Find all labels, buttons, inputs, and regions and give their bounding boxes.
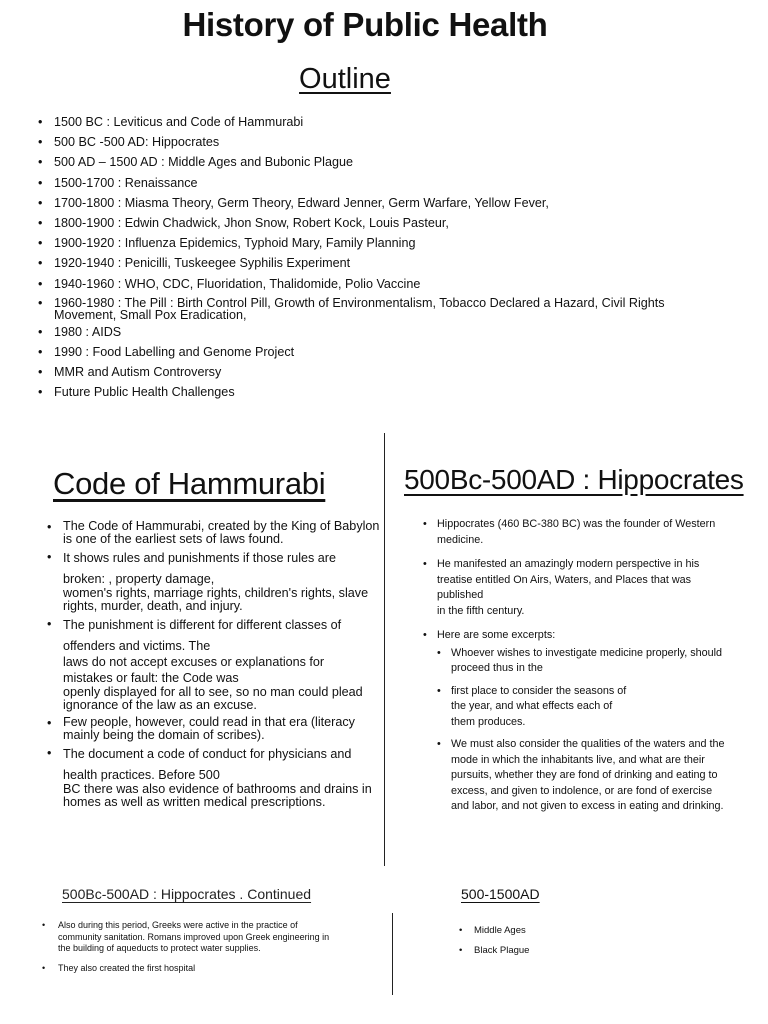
paragraph-text: the year, and what effects each of: [451, 700, 613, 712]
hammurabi-list: [47, 520, 385, 813]
paragraph-text: offenders and victims. The: [63, 639, 211, 653]
list-item: • Black Plague: [459, 945, 529, 957]
middle-ages-heading: 500-1500AD: [461, 886, 540, 902]
list-item: [437, 646, 733, 677]
list-item: [423, 557, 733, 619]
list-item: • 1700-1800 : Miasma Theory, Germ Theory, Edward Jenner, Germ Warfare, Yellow Fever,: [38, 196, 728, 210]
paragraph-text: them produces.: [451, 715, 526, 728]
paragraph-text: broken: , property damage,: [63, 572, 215, 586]
paragraph-text: • Hippocrates (460 BC-380 BC) was the founder of Western medicine.: [437, 518, 716, 546]
paragraph-text: • The document a code of conduct for physicians and: [63, 747, 352, 761]
list-item: [47, 617, 385, 711]
paragraph-text: health practices. Before 500: [63, 768, 220, 782]
list-item: • 1980 : AIDS: [38, 325, 728, 339]
hippocrates-list: [423, 517, 733, 824]
list-item: • They also created the first hospital: [42, 963, 342, 975]
middle-ages-list: [459, 925, 529, 965]
paragraph-text: published: [437, 589, 484, 601]
paragraph-text: • Here are some excerpts:: [437, 629, 556, 641]
list-item: • 1500-1700 : Renaissance: [38, 176, 728, 190]
paragraph-text: • The Code of Hammurabi, created by the King of Babylon is one of the earliest sets of laws found.: [63, 519, 380, 546]
list-item: [47, 520, 385, 545]
paragraph-text: • The punishment is different for different classes of: [63, 618, 342, 632]
list-item: • Middle Ages: [459, 925, 529, 937]
paragraph-text: openly displayed for all to see, so no man could plead ignorance of the law as an excuse.: [63, 685, 363, 712]
page-title: History of Public Health: [182, 6, 548, 43]
excerpt-list: [437, 646, 733, 815]
list-item: [437, 684, 733, 731]
outline-heading: Outline: [299, 63, 391, 95]
list-item: • Future Public Health Challenges: [38, 385, 728, 399]
list-item: • 1960-1980 : The Pill : Birth Control Pill, Growth of Environmentalism, Tobacco Declared a Hazard, Civil Rights Movement, Small Pox Eradication,: [38, 297, 728, 321]
paragraph-text: BC there was also evidence of bathrooms and drains in homes as well as written medical prescriptions.: [63, 782, 372, 809]
paragraph-text: • He manifested an amazingly modern perspective in his treatise entitled On Airs, Waters, and Places that was: [437, 558, 700, 586]
outline-list: [38, 115, 728, 405]
paragraph-text: • We must also consider the qualities of the waters and the mode in which the inhabitants live, and what are their pursuits, whether they are fond of drinking and eating to excess, and given to indolence, or are fond of exercise and labor, and not given to excess in eating and drinking.: [451, 738, 725, 812]
list-item: • 1800-1900 : Edwin Chadwick, Jhon Snow, Robert Kock, Louis Pasteur,: [38, 216, 728, 230]
continued-list: [42, 920, 342, 982]
hippocrates-heading: 500Bc-500AD : Hippocrates: [404, 464, 744, 495]
list-item: • 1500 BC : Leviticus and Code of Hammurabi: [38, 115, 728, 129]
list-item: • 500 BC -500 AD: Hippocrates: [38, 135, 728, 149]
paragraph-text: laws do not accept excuses or explanations for: [63, 655, 325, 669]
list-item: • 1900-1920 : Influenza Epidemics, Typhoid Mary, Family Planning: [38, 236, 728, 250]
paragraph-text: women's rights, marriage rights, children's rights, slave rights, murder, death, and injury.: [63, 586, 369, 613]
paragraph-text: • first place to consider the seasons of: [451, 684, 627, 697]
hammurabi-heading: Code of Hammurabi: [53, 466, 326, 501]
list-item: • 1920-1940 : Penicilli, Tuskeegee Syphilis Experiment: [38, 256, 728, 270]
paragraph-text: in the fifth century.: [437, 604, 525, 617]
column-divider: [392, 913, 393, 995]
list-item: • 1940-1960 : WHO, CDC, Fluoridation, Thalidomide, Polio Vaccine: [38, 277, 728, 291]
list-item: • MMR and Autism Controversy: [38, 365, 728, 379]
list-item: • 1990 : Food Labelling and Genome Project: [38, 345, 728, 359]
list-item: [47, 550, 385, 612]
list-item: • Also during this period, Greeks were active in the practice of community sanitation. Romans improved upon Greek engineering in the building of aqueducts to protect water supplies.: [42, 920, 342, 955]
list-item: • 500 AD – 1500 AD : Middle Ages and Bubonic Plague: [38, 155, 728, 169]
list-item: [47, 716, 385, 741]
paragraph-text: • Whoever wishes to investigate medicine properly, should proceed thus in the: [451, 646, 723, 674]
list-item: [437, 737, 733, 815]
continued-heading: 500Bc-500AD : Hippocrates . Continued: [62, 886, 312, 902]
list-item: [423, 517, 733, 548]
list-item: [47, 746, 385, 808]
paragraph-text: mistakes or fault: the Code was: [63, 671, 239, 685]
paragraph-text: • It shows rules and punishments if those rules are: [63, 551, 337, 565]
list-item: [423, 628, 733, 815]
paragraph-text: • Few people, however, could read in that era (literacy mainly being the domain of scribes).: [63, 715, 355, 742]
